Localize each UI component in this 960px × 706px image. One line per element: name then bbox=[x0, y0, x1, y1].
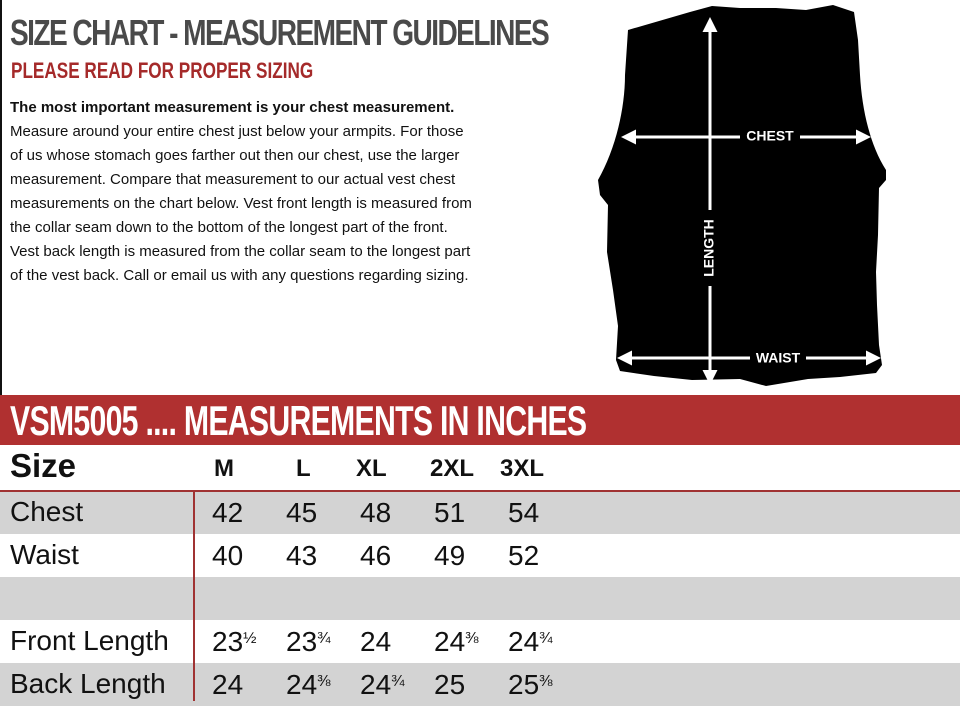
row-label: Chest bbox=[10, 496, 84, 527]
table-cell bbox=[434, 626, 479, 658]
size-header-label: Size bbox=[10, 447, 77, 484]
value-fraction: ⅜ bbox=[317, 673, 331, 690]
table-column-divider bbox=[193, 491, 195, 701]
row-label: Back Length bbox=[10, 668, 166, 699]
table-cell bbox=[360, 626, 391, 658]
table-row-empty bbox=[0, 577, 960, 620]
page-title: SIZE CHART - MEASUREMENT GUIDELINES bbox=[10, 12, 549, 53]
value-whole: 23 bbox=[212, 626, 244, 657]
value-whole: 24 bbox=[508, 626, 540, 657]
waist-label: WAIST bbox=[755, 349, 801, 366]
table-cell bbox=[360, 669, 405, 701]
table-cell bbox=[212, 669, 243, 701]
intro-line: measurements on the chart below. Vest front length is measured from bbox=[10, 195, 472, 212]
value-whole: 25 bbox=[434, 669, 466, 700]
value-whole: 24 bbox=[286, 669, 318, 700]
value-whole: 24 bbox=[360, 669, 392, 700]
row-label: Front Length bbox=[10, 625, 169, 656]
table-cell bbox=[212, 626, 257, 658]
measurements-banner bbox=[0, 395, 960, 445]
table-header-row bbox=[0, 445, 960, 491]
value-fraction: ⅜ bbox=[465, 630, 479, 647]
page-subtitle: PLEASE READ FOR PROPER SIZING bbox=[11, 58, 314, 83]
intro-line: Measure around your entire chest just below your armpits. For those bbox=[10, 123, 464, 140]
intro-lead: The most important measurement is your chest measurement. bbox=[10, 99, 455, 116]
value-fraction: ¾ bbox=[317, 630, 331, 647]
value-whole: 24 bbox=[212, 669, 244, 700]
intro-line: of us whose stomach goes farther out then our chest, use the larger bbox=[10, 147, 460, 164]
value-whole: 23 bbox=[286, 626, 318, 657]
chest-label: CHEST bbox=[746, 127, 794, 144]
table-cell bbox=[434, 669, 465, 701]
table-cell: 51 bbox=[434, 497, 466, 528]
table-row-front-length bbox=[0, 620, 960, 663]
table-cell: 43 bbox=[286, 540, 318, 571]
value-fraction: ⅜ bbox=[539, 673, 553, 690]
value-whole: 24 bbox=[360, 626, 392, 657]
vest-silhouette bbox=[598, 5, 886, 386]
table-cell: 45 bbox=[286, 497, 318, 528]
intro-line: Vest back length is measured from the collar seam to the longest part bbox=[10, 243, 471, 260]
size-col-2xl: 2XL bbox=[430, 455, 475, 482]
table-cell: 54 bbox=[508, 497, 540, 528]
size-table bbox=[0, 445, 960, 706]
table-row-chest bbox=[0, 491, 960, 534]
intro-text bbox=[10, 96, 530, 288]
value-whole: 24 bbox=[434, 626, 466, 657]
size-col-m: M bbox=[214, 455, 234, 482]
table-cell bbox=[508, 626, 553, 658]
size-col-3xl: 3XL bbox=[500, 455, 545, 482]
value-whole: 25 bbox=[508, 669, 540, 700]
intro-line: of the vest back. Call or email us with any questions regarding sizing. bbox=[10, 267, 469, 284]
row-label: Waist bbox=[10, 539, 79, 570]
size-col-xl: XL bbox=[356, 455, 387, 482]
table-cell bbox=[508, 669, 553, 701]
table-header-divider bbox=[0, 490, 960, 492]
value-fraction: ½ bbox=[243, 630, 257, 647]
intro-line: measurement. Compare that measurement to our actual vest chest bbox=[10, 171, 456, 188]
length-label: LENGTH bbox=[700, 219, 717, 277]
table-cell bbox=[286, 626, 331, 658]
table-cell: 46 bbox=[360, 540, 392, 571]
size-col-l: L bbox=[296, 455, 311, 482]
table-cell: 42 bbox=[212, 497, 244, 528]
value-fraction: ¾ bbox=[391, 673, 405, 690]
vest-diagram bbox=[590, 0, 960, 395]
value-fraction: ¾ bbox=[539, 630, 553, 647]
table-row-waist bbox=[0, 534, 960, 577]
table-cell: 49 bbox=[434, 540, 466, 571]
intro-line: the collar seam down to the bottom of the longest part of the front. bbox=[10, 219, 448, 236]
table-cell: 40 bbox=[212, 540, 244, 571]
table-cell: 52 bbox=[508, 540, 540, 571]
banner-title: VSM5005 .... MEASUREMENTS IN INCHES bbox=[10, 397, 587, 444]
table-cell bbox=[286, 669, 331, 701]
table-cell: 48 bbox=[360, 497, 392, 528]
table-row-back-length bbox=[0, 663, 960, 706]
